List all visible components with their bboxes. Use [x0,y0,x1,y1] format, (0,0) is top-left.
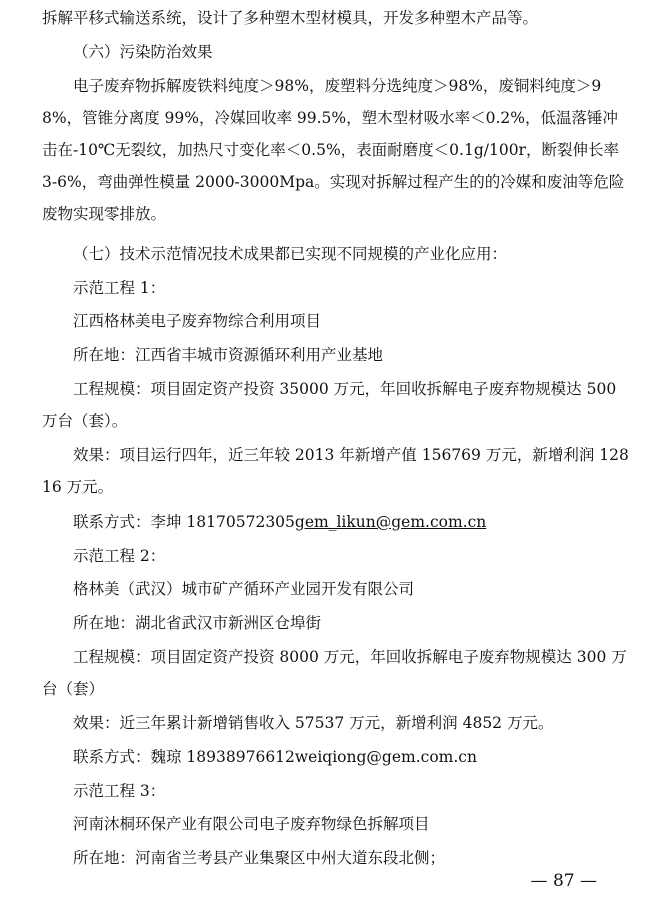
demo-project-1-scale: 工程规模：项目固定资产投资 35000 万元，年回收拆解电子废弃物规模达 500 万台（套）。 [42,380,617,430]
demo-project-3-location: 所在地：河南省兰考县产业集聚区中州大道东段北侧； [73,849,446,867]
paragraph-intro-continuation: 拆解平移式输送系统，设计了多种塑木型材模具，开发多种塑木产品等。 [42,9,539,27]
paragraph-pollution-results: 电子废弃物拆解废铁料纯度＞98%，废塑料分选纯度＞98%，废铜料纯度＞98%，管锥分离度 99%，冷媒回收率 99.5%，塑木型材吸水率＜0.2%，低温落锤冲击在-10℃无裂纹，加热尺寸变化率＜0.5%，表面耐磨度＜0.1g/100r，断裂伸长率 3-6%，弯曲弹性模量 2000-3000Mpa。实现对拆解过程产生的的冷媒和废油等危险废物实现零排放。 [42,77,625,223]
contact-1-email-link[interactable]: gem_likun@gem.com.cn [294,513,487,531]
demo-project-1-effect: 效果：项目运行四年，近三年较 2013 年新增产值 156769 万元，新增利润 12816 万元。 [42,446,629,496]
demo-project-2-contact: 联系方式：魏琼 18938976612weiqiong@gem.com.cn [73,748,477,766]
section-heading-pollution-control: （六）污染防治效果 [73,43,213,61]
demo-project-2-scale: 工程规模：项目固定资产投资 8000 万元，年回收拆解电子废弃物规模达 300 万台（套） [42,648,627,698]
demo-project-1-contact [42,506,632,538]
demo-project-1-label: 示范工程 1： [73,279,166,297]
demo-project-1-location: 所在地：江西省丰城市资源循环利用产业基地 [73,346,384,364]
demo-project-2-effect: 效果：近三年累计新增销售收入 57537 万元，新增利润 4852 万元。 [73,714,554,732]
section-heading-demonstration: （七）技术示范情况技术成果都已实现不同规模的产业化应用： [73,245,508,263]
contact-1-text: 联系方式：李坤 18170572305 [73,513,295,531]
demo-project-2-label: 示范工程 2： [73,547,166,565]
demo-project-3-name: 河南沐桐环保产业有限公司电子废弃物绿色拆解项目 [73,815,430,833]
demo-project-1-name: 江西格林美电子废弃物综合利用项目 [73,312,322,330]
page-number: — 87 — [530,871,597,891]
demo-project-3-label: 示范工程 3： [73,782,166,800]
demo-project-2-location: 所在地：湖北省武汉市新洲区仓埠街 [73,614,322,632]
demo-project-2-name: 格林美（武汉）城市矿产循环产业园开发有限公司 [73,580,415,598]
